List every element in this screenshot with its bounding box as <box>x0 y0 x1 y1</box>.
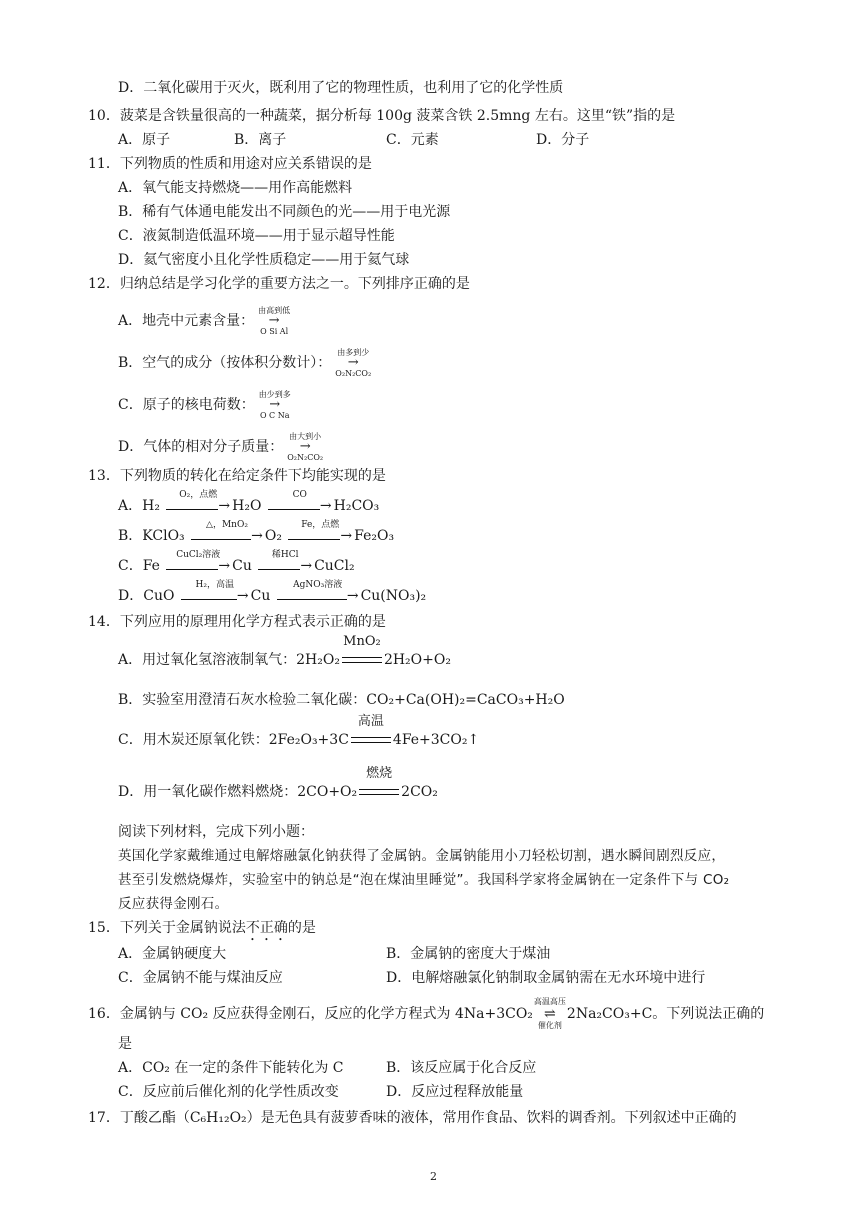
page-number: 2 <box>430 1170 437 1183</box>
q12-d-label: D．气体的相对分子质量： <box>118 439 284 455</box>
q11-option-c: C．液氮制造低温环境——用于显示超导性能 <box>118 228 395 244</box>
reaction-arrow: CO → <box>268 496 332 516</box>
order-arrow: 由少到多 → O C Na <box>258 390 291 420</box>
q10-stem: 10．菠菜是含铁量很高的一种蔬菜，据分析每 100g 菠菜含铁 2.5mng 左右。这里“铁”指的是 <box>88 108 676 124</box>
q12-stem: 12．归纳总结是学习化学的重要方法之一。下列排序正确的是 <box>88 276 470 292</box>
q13-stem: 13．下列物质的转化在给定条件下均能实现的是 <box>88 468 386 484</box>
q12-option-b <box>118 348 375 378</box>
q9-option-d: D．二氧化碳用于灭火，既利用了它的物理性质，也利用了它的化学性质 <box>118 80 564 96</box>
q15-option-a: A．金属钠硬度大 <box>118 946 227 962</box>
q10-option-b: B．离子 <box>234 132 287 148</box>
emphasis-text: 不正确 <box>245 920 288 936</box>
q14-option-a: A．用过氧化氢溶液制氧气：2H₂O₂ MnO₂ 2H₂O+O₂ <box>118 634 451 668</box>
equals-sign: MnO₂ <box>342 650 382 670</box>
q15-option-d: D．电解熔融氯化钠制取金属钠需在无水环境中进行 <box>386 970 706 986</box>
q11-option-a: A．氧气能支持燃烧——用作高能燃料 <box>118 180 353 196</box>
q16-option-a: A．CO₂ 在一定的条件下能转化为 C <box>118 1060 344 1076</box>
reading-paragraph-line: 反应获得金刚石。 <box>118 896 229 912</box>
q11-stem: 11．下列物质的性质和用途对应关系错误的是 <box>88 156 372 172</box>
q16-stem: 16．金属钠与 CO₂ 反应获得金刚石，反应的化学方程式为 4Na+3CO₂ 高温高压 ⇌ 催化剂 2Na₂CO₃+C。下列说法正确的 <box>88 997 765 1030</box>
q17-stem: 17．丁酸乙酯（C₆H₁₂O₂）是无色具有菠萝香味的液体，常用作食品、饮料的调香剂。下列叙述中正确的 <box>88 1110 737 1126</box>
q13-option-d: D．CuO H₂，高温 → Cu AgNO₃溶液 → Cu(NO₃)₂ <box>118 580 427 604</box>
q13-option-c: C．Fe CuCl₂溶液 → Cu 稀HCl → CuCl₂ <box>118 550 355 574</box>
q14-option-b: B．实验室用澄清石灰水检验二氧化碳：CO₂+Ca(OH)₂=CaCO₃+H₂O <box>118 692 565 708</box>
q12-a-label: A．地壳中元素含量： <box>118 313 255 329</box>
q16-option-b: B．该反应属于化合反应 <box>386 1060 537 1076</box>
q14-option-d: D．用一氧化碳作燃料燃烧：2CO+O₂ 燃烧 2CO₂ <box>118 766 438 800</box>
q15-option-b: B．金属钠的密度大于煤油 <box>386 946 551 962</box>
equals-sign: 高温 <box>351 730 391 750</box>
q11-option-b: B．稀有气体通电能发出不同颜色的光——用于电光源 <box>118 204 451 220</box>
reaction-arrow: Fe，点燃 → <box>288 526 352 546</box>
equals-sign: 燃烧 <box>359 782 399 802</box>
q11-option-d: D．氦气密度小且化学性质稳定——用于氦气球 <box>118 252 410 268</box>
q12-option-d <box>118 432 327 462</box>
order-arrow: 由大到小 → O₂N₂CO₂ <box>287 432 324 462</box>
q15-option-c: C．金属钠不能与煤油反应 <box>118 970 283 986</box>
q15-stem: 15．下列关于金属钠说法不正确的是 <box>88 920 316 936</box>
q14-stem: 14．下列应用的原理用化学方程式表示正确的是 <box>88 614 386 630</box>
reversible-arrow: 高温高压 ⇌ 催化剂 <box>533 997 566 1030</box>
reaction-arrow: AgNO₃溶液 → <box>277 586 359 606</box>
q16-option-c: C．反应前后催化剂的化学性质改变 <box>118 1084 339 1100</box>
q12-b-label: B．空气的成分（按体积分数计）： <box>118 355 332 371</box>
reading-paragraph-line: 甚至引发燃烧爆炸，实验室中的钠总是“泡在煤油里睡觉”。我国科学家将金属钠在一定条件下与 CO₂ <box>118 872 730 888</box>
order-arrow: 由多到少 → O₂N₂CO₂ <box>335 348 372 378</box>
q12-option-a <box>118 306 294 336</box>
q14-option-c: C．用木炭还原氧化铁：2Fe₂O₃+3C 高温 4Fe+3CO₂↑ <box>118 714 480 748</box>
reaction-arrow: CuCl₂溶液 → <box>166 556 230 576</box>
reaction-arrow: H₂，高温 → <box>181 586 249 606</box>
q16-option-d: D．反应过程释放能量 <box>386 1084 524 1100</box>
reaction-arrow: △，MnO₂ → <box>191 526 263 546</box>
q13-option-b: B．KClO₃ △，MnO₂ → O₂ Fe，点燃 → Fe₂O₃ <box>118 520 395 544</box>
q10-option-d: D．分子 <box>536 132 590 148</box>
q16-stem-continuation: 是 <box>118 1036 132 1052</box>
q12-c-label: C．原子的核电荷数： <box>118 397 255 413</box>
reaction-arrow: 稀HCl → <box>258 556 312 576</box>
reading-paragraph-line: 英国化学家戴维通过电解熔融氯化钠获得了金属钠。金属钠能用小刀轻松切割，遇水瞬间剧烈反应， <box>118 848 726 864</box>
reading-intro: 阅读下列材料，完成下列小题： <box>118 824 314 840</box>
q10-option-a: A．原子 <box>118 132 171 148</box>
q13-option-a: A．H₂ O₂，点燃 → H₂O CO → H₂CO₃ <box>118 490 380 514</box>
q12-option-c <box>118 390 295 420</box>
order-arrow: 由高到低 → O Si Al <box>258 306 291 336</box>
q10-option-c: C．元素 <box>386 132 439 148</box>
reaction-arrow: O₂，点燃 → <box>166 496 230 516</box>
